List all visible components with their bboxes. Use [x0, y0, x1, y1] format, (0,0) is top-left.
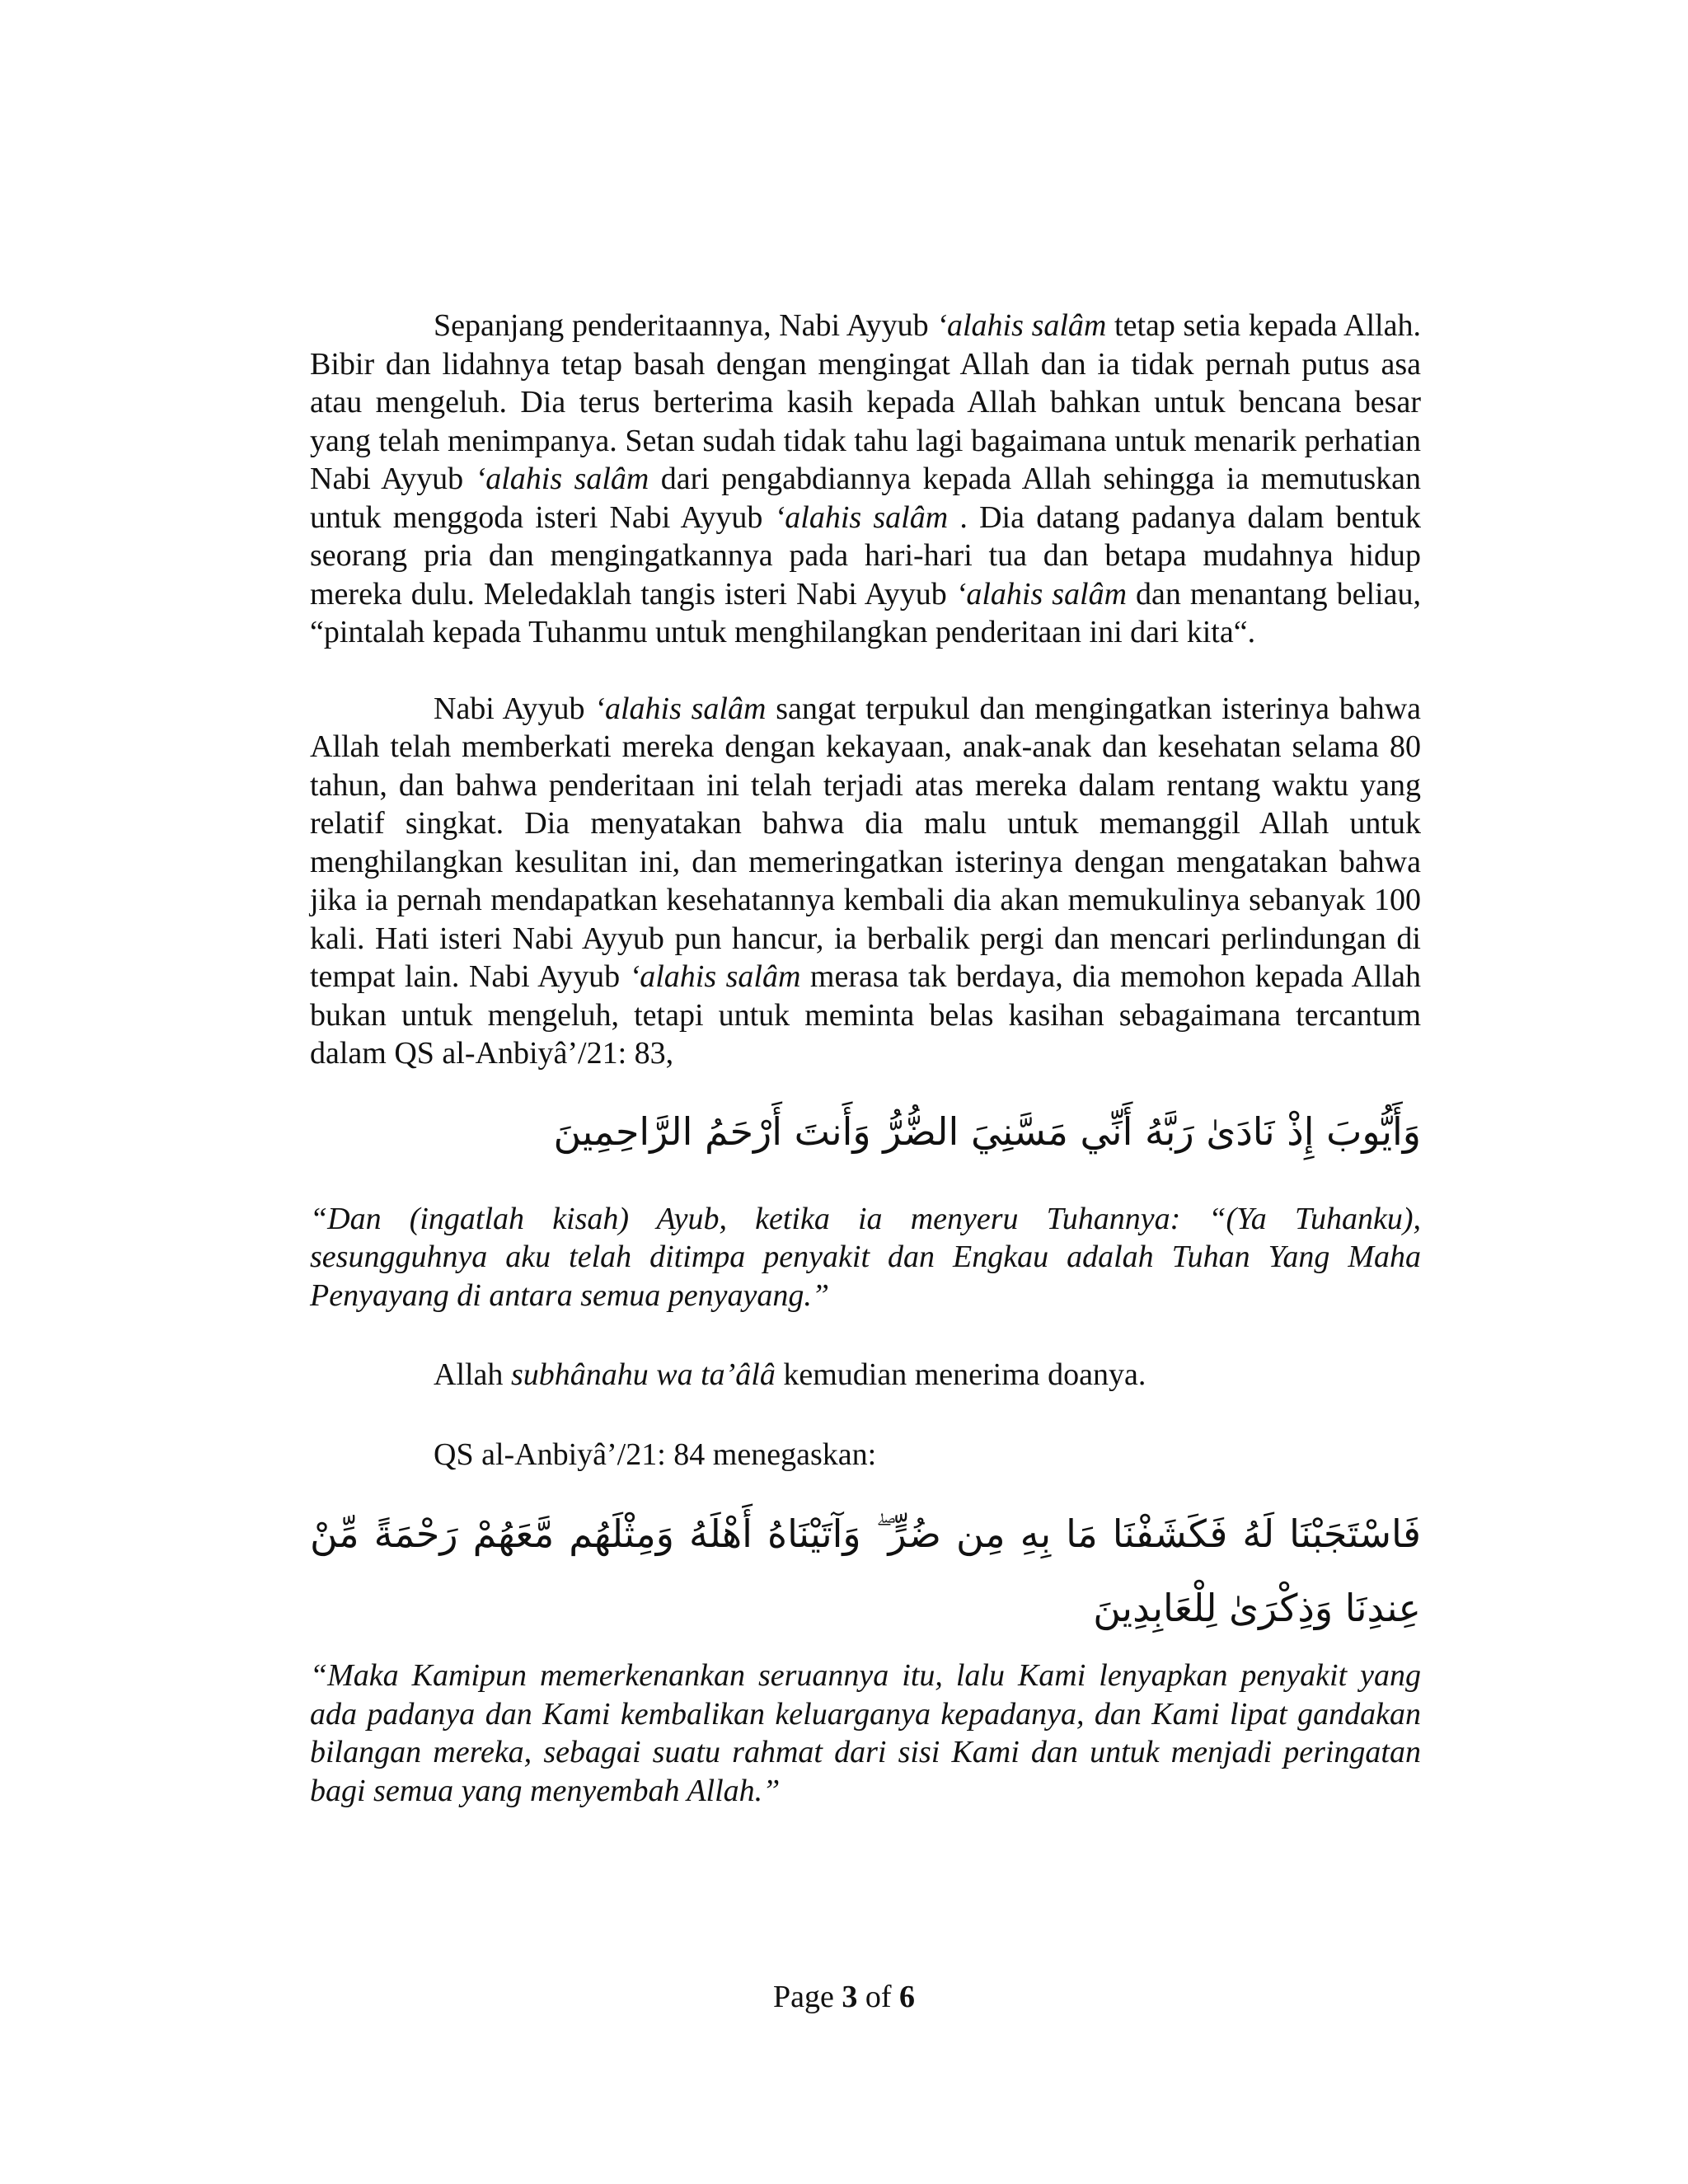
text-run: dan menantang beliau, “pintalah kepada Tuhanmu untuk menghilangkan penderitaan ini dari kita“. [310, 576, 1421, 649]
text-run: Allah [434, 1357, 511, 1392]
spacer [310, 1645, 1421, 1657]
spacer [310, 1315, 1421, 1356]
allah-accepts-line [310, 1356, 1421, 1394]
page-body [310, 307, 1421, 1810]
text-run: Nabi Ayyub [434, 691, 595, 726]
honorific-text: subhânahu wa ta’âlâ [510, 1357, 776, 1392]
honorific-text: ‘alahis salâm [936, 308, 1107, 343]
honorific-text: ‘alahis salâm [475, 462, 649, 496]
spacer [310, 1394, 1421, 1436]
footer-prefix: Page [772, 1980, 842, 2014]
arabic-verse-83: وَأَيُّوبَ إِذْ نَادَىٰ رَبَّهُ أَنِّي مَسَّنِيَ الضُّرُّ وَأَنتَ أَرْحَمُ الرَّاحِمِينَ [553, 1108, 1421, 1154]
honorific-text: ‘alahis salâm [594, 691, 767, 726]
honorific-text: ‘alahis salâm [955, 576, 1128, 612]
text-run: sangat terpukul dan mengingatkan isterinya bahwa Allah telah memberkati mereka dengan kekayaan, anak-anak dan kesehatan selama 80 tahun, dan bahwa penderitaan ini telah terjadi atas mereka dalam rentang waktu yang relatif singkat. Dia menyatakan bahwa dia malu untuk memanggil Allah untuk menghilangkan kesulitan ini, dan memeringatkan isterinya dengan mengatakan bahwa jika ia pernah mendapatkan kesehatannya kembali dia akan memukulinya sebanyak 100 kali. Hati isteri Nabi Ayyub pun hancur, ia berbalik pergi dan mencari perlindungan di tempat lain. Nabi Ayyub [310, 691, 1421, 994]
verse-84-translation: “Maka Kamipun memerkenankan seruannya itu, lalu Kami lenyapkan penyakit yang ada padanya dan Kami kembalikan keluarganya kepadanya, dan Kami lipat gandakan bilangan mereka, sebagai suatu rahmat dari sisi Kami dan untuk menjadi peringatan bagi semua yang menyembah Allah.” [310, 1658, 1421, 1808]
footer-middle: of [857, 1980, 900, 2014]
honorific-text: ‘alahis salâm [629, 959, 801, 994]
arabic-verse-84: فَاسْتَجَبْنَا لَهُ فَكَشَفْنَا مَا بِهِ مِن ضُرٍّ ۖ وَآتَيْنَاهُ أَهْلَهُ وَمِثْلَهُم مَّعَهُمْ رَحْمَةً مِّنْ عِندِنَا وَذِكْرَىٰ لِلْعَابِدِينَ [310, 1511, 1421, 1630]
verse-83-translation: “Dan (ingatlah kisah) Ayub, ketika ia menyeru Tuhannya: “(Ya Tuhanku), sesungguhnya aku telah ditimpa penyakit dan Engkau adalah Tuhan Yang Maha Penyayang di antara semua penyayang.” [310, 1201, 1421, 1313]
page-number-footer [0, 1978, 1688, 2016]
text-run: tetap setia kepada Allah. Bibir dan lidahnya tetap basah dengan mengingat Allah dan ia tidak pernah putus asa atau mengeluh. Dia terus berterima kasih kepada Allah bahkan untuk bencana besar yang telah menimpanya. Setan sudah tidak tahu lagi bagaimana untuk menarik perhatian Nabi Ayyub [310, 308, 1421, 496]
text-run: . Dia datang padanya dalam bentuk seorang pria dan mengingatkannya pada hari-hari tua dan betapa mudahnya hidup mereka dulu. Meledaklah tangis isteri Nabi Ayyub [310, 499, 1421, 612]
spacer [310, 1474, 1421, 1497]
text-run: kemudian menerima doanya. [775, 1357, 1146, 1392]
text-run: merasa tak berdaya, dia memohon kepada Allah bukan untuk mengeluh, tetapi untuk meminta belas kasihan sebagaimana tercantum dalam QS al-Anbiyâ’/21: 83, [310, 959, 1421, 1071]
current-page-number: 3 [842, 1980, 858, 2014]
qs-84-heading: QS al-Anbiyâ’/21: 84 menegaskan: [434, 1436, 877, 1472]
spacer [310, 1073, 1421, 1094]
total-page-number: 6 [899, 1980, 916, 2014]
text-run: Sepanjang penderitaannya, Nabi Ayyub [434, 308, 937, 343]
honorific-text: ‘alahis salâm [774, 499, 949, 535]
paragraph-2 [310, 690, 1421, 1073]
paragraph-1 [310, 307, 1421, 652]
text-run: dari pengabdiannya kepada Allah sehingga ia memutuskan untuk menggoda isteri Nabi Ayyub [310, 462, 1421, 535]
spacer [310, 1169, 1421, 1200]
spacer [310, 652, 1421, 690]
